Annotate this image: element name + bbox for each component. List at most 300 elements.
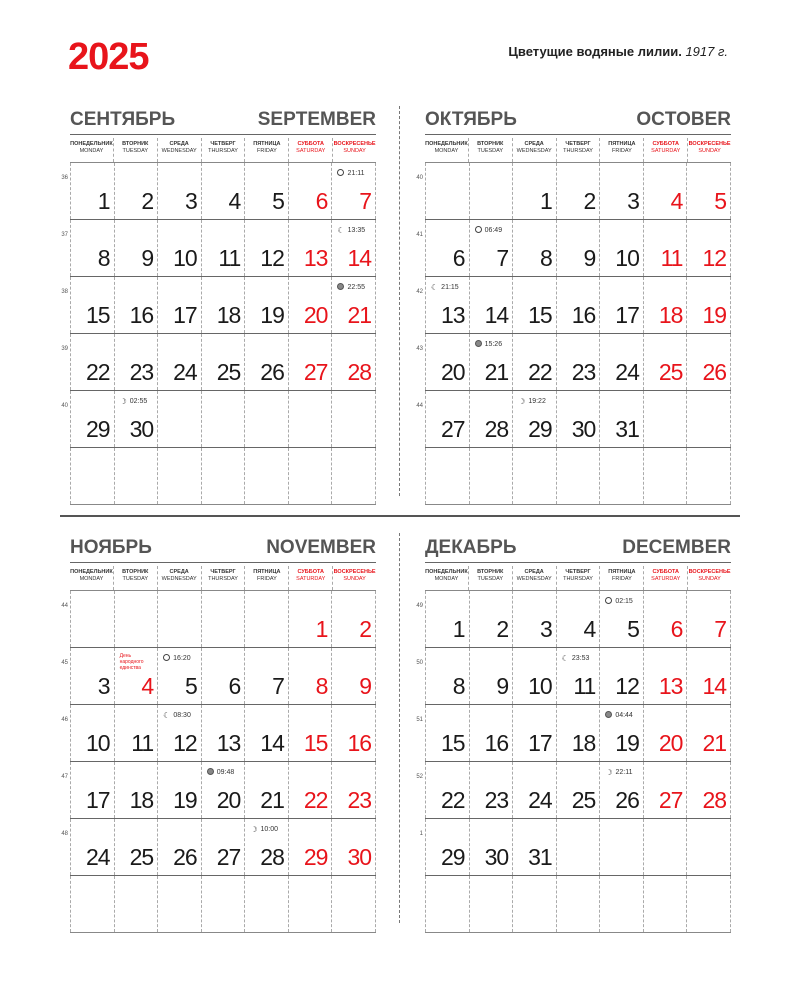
day-cell[interactable]: [289, 819, 333, 875]
day-cell[interactable]: [245, 163, 289, 219]
day-number: 12: [173, 730, 197, 756]
day-cell[interactable]: [158, 762, 202, 818]
day-number: 11: [131, 730, 154, 756]
day-cell[interactable]: [425, 277, 470, 333]
day-cell[interactable]: [425, 334, 470, 390]
day-cell[interactable]: [470, 220, 514, 276]
day-number: 9: [359, 673, 372, 699]
weekday-header: [557, 566, 601, 590]
week-number: 1: [419, 831, 423, 837]
weekday-header: [333, 566, 376, 590]
day-cell[interactable]: [115, 220, 159, 276]
day-cell: [644, 876, 688, 932]
day-cell[interactable]: [245, 762, 289, 818]
day-cell[interactable]: [245, 277, 289, 333]
day-cell[interactable]: [425, 705, 470, 761]
day-cell[interactable]: [513, 648, 557, 704]
day-cell[interactable]: [245, 220, 289, 276]
weekday-header: [513, 138, 557, 162]
day-number: 4: [670, 188, 683, 214]
day-cell[interactable]: [513, 277, 557, 333]
weekday-header-row: [425, 138, 731, 163]
day-cell[interactable]: [70, 819, 115, 875]
last-quarter-moon-icon: ☾: [431, 283, 439, 292]
week-number: 38: [61, 289, 68, 295]
weekday-name-ru: ВТОРНИК: [477, 569, 504, 575]
day-cell: [70, 448, 115, 504]
week-row: [70, 448, 376, 505]
day-number: 25: [658, 359, 683, 385]
day-cell: [70, 876, 115, 932]
day-cell[interactable]: [600, 762, 644, 818]
day-number: 7: [714, 616, 727, 642]
year-title: 2025: [68, 36, 149, 78]
day-cell[interactable]: [332, 591, 376, 647]
day-cell[interactable]: [644, 591, 688, 647]
day-cell[interactable]: [513, 819, 557, 875]
day-number: 17: [528, 730, 552, 756]
day-cell[interactable]: [687, 277, 731, 333]
day-cell[interactable]: [202, 220, 246, 276]
week-number: 37: [61, 232, 68, 238]
day-cell[interactable]: [470, 819, 514, 875]
day-cell[interactable]: [289, 163, 333, 219]
month-name-en: OCTOBER: [636, 109, 731, 130]
caption-text: Цветущие водяные лилии.: [508, 44, 682, 59]
day-cell[interactable]: [644, 163, 688, 219]
day-number: 18: [571, 730, 596, 756]
day-cell[interactable]: [513, 163, 557, 219]
day-cell: [202, 876, 246, 932]
day-number: 23: [129, 359, 154, 385]
day-number: 15: [440, 730, 465, 756]
day-cell[interactable]: [332, 762, 376, 818]
weekday-name-en: SUNDAY: [698, 576, 721, 582]
day-cell: [245, 591, 289, 647]
moon-phase: [605, 711, 633, 720]
day-number: 8: [315, 673, 328, 699]
moon-phase-time: 22:55: [347, 284, 365, 291]
day-number: 25: [216, 359, 241, 385]
day-cell[interactable]: [644, 334, 688, 390]
day-number: 18: [216, 302, 241, 328]
day-cell[interactable]: [513, 220, 557, 276]
moon-phase-time: 02:15: [615, 598, 633, 605]
day-number: 13: [216, 730, 241, 756]
vertical-separator-top: [399, 106, 400, 496]
day-cell[interactable]: [470, 762, 514, 818]
day-cell[interactable]: [332, 163, 376, 219]
day-cell[interactable]: [425, 819, 470, 875]
day-cell[interactable]: [332, 819, 376, 875]
day-cell[interactable]: [202, 334, 246, 390]
day-number: 28: [347, 359, 372, 385]
moon-phase-time: 21:11: [347, 170, 365, 177]
day-cell[interactable]: [202, 277, 246, 333]
day-cell[interactable]: [557, 334, 601, 390]
first-quarter-moon-icon: ☽: [518, 397, 526, 406]
day-cell[interactable]: [687, 762, 731, 818]
day-cell[interactable]: [513, 334, 557, 390]
week-row: [416, 334, 731, 391]
day-cell[interactable]: [644, 762, 688, 818]
day-number: 30: [571, 416, 596, 442]
day-cell: [513, 448, 557, 504]
day-number: 15: [528, 302, 552, 328]
day-cell[interactable]: [557, 220, 601, 276]
day-number: 27: [658, 787, 683, 813]
day-cell[interactable]: [289, 705, 333, 761]
new-moon-icon: [475, 226, 482, 233]
day-cell: [245, 391, 289, 447]
day-cell[interactable]: [425, 220, 470, 276]
day-number: 24: [85, 844, 110, 870]
day-number: 9: [141, 245, 154, 271]
day-number: 9: [496, 673, 509, 699]
day-cell[interactable]: [115, 762, 159, 818]
day-cell[interactable]: [600, 591, 644, 647]
day-cell[interactable]: [158, 220, 202, 276]
month-november: [61, 536, 376, 933]
day-cell[interactable]: [332, 220, 376, 276]
day-cell[interactable]: [513, 705, 557, 761]
week-row: [61, 277, 376, 334]
day-cell[interactable]: [202, 648, 246, 704]
day-cell[interactable]: [245, 648, 289, 704]
day-cell[interactable]: [600, 391, 644, 447]
week-row: [416, 591, 731, 648]
day-number: 24: [528, 787, 552, 813]
day-number: 14: [260, 730, 284, 756]
day-cell: [644, 819, 688, 875]
day-cell[interactable]: [289, 220, 333, 276]
week-number: 41: [416, 232, 423, 238]
day-cell[interactable]: [289, 591, 333, 647]
day-cell: [687, 391, 731, 447]
day-cell[interactable]: [115, 277, 159, 333]
day-number: 18: [658, 302, 683, 328]
day-number: 24: [615, 359, 639, 385]
day-cell[interactable]: [687, 591, 731, 647]
day-cell[interactable]: [425, 648, 470, 704]
month-name-en: NOVEMBER: [266, 537, 376, 558]
day-number: 22: [528, 359, 552, 385]
weekday-header-row: [425, 566, 731, 591]
day-cell[interactable]: [425, 591, 470, 647]
day-cell[interactable]: [158, 334, 202, 390]
weekday-name-en: WEDNESDAY: [161, 148, 197, 154]
day-number: 5: [272, 188, 284, 214]
day-cell[interactable]: [644, 648, 688, 704]
day-cell[interactable]: [644, 705, 688, 761]
day-cell[interactable]: [332, 705, 376, 761]
day-number: 10: [528, 673, 552, 699]
day-cell[interactable]: [557, 591, 601, 647]
day-cell: [425, 876, 470, 932]
day-cell[interactable]: [70, 277, 115, 333]
week-row: [61, 648, 376, 705]
day-number: 9: [583, 245, 596, 271]
day-number: 15: [85, 302, 110, 328]
day-number: 21: [702, 730, 727, 756]
weekday-name-ru: ВТОРНИК: [122, 141, 149, 147]
day-number: 30: [484, 844, 509, 870]
day-number: 25: [571, 787, 596, 813]
image-caption: [508, 44, 728, 59]
week-number: 40: [416, 175, 423, 181]
day-cell[interactable]: [687, 163, 731, 219]
day-cell[interactable]: [115, 705, 159, 761]
day-cell: [115, 591, 159, 647]
day-cell[interactable]: [644, 277, 688, 333]
moon-phase-time: 02:55: [129, 398, 148, 405]
day-cell[interactable]: [202, 163, 246, 219]
day-cell[interactable]: [332, 334, 376, 390]
day-cell[interactable]: [332, 648, 376, 704]
day-number: 16: [484, 730, 509, 756]
day-cell[interactable]: [600, 648, 644, 704]
weekday-header: [333, 138, 376, 162]
day-cell[interactable]: [202, 762, 246, 818]
day-cell: [513, 876, 557, 932]
weekday-name-ru: СУББОТА: [652, 569, 679, 575]
weekday-name-en: TUESDAY: [122, 148, 149, 154]
day-cell[interactable]: [513, 391, 557, 447]
day-number: 21: [484, 359, 509, 385]
day-cell[interactable]: [115, 648, 159, 704]
day-cell[interactable]: [557, 705, 601, 761]
week-row: [61, 705, 376, 762]
day-cell: [644, 391, 688, 447]
day-cell[interactable]: [513, 762, 557, 818]
day-cell[interactable]: [158, 705, 202, 761]
day-cell[interactable]: [115, 819, 159, 875]
week-number: 50: [416, 660, 423, 666]
day-cell[interactable]: [470, 591, 514, 647]
day-cell[interactable]: [70, 762, 115, 818]
weekday-name-en: MONDAY: [434, 576, 459, 582]
day-cell: [600, 876, 644, 932]
day-cell[interactable]: [245, 819, 289, 875]
day-cell[interactable]: [202, 819, 246, 875]
day-cell: [687, 819, 731, 875]
day-cell[interactable]: [687, 705, 731, 761]
day-cell[interactable]: [557, 391, 601, 447]
day-number: 5: [627, 616, 639, 642]
day-number: 28: [484, 416, 509, 442]
day-cell[interactable]: [158, 277, 202, 333]
day-number: 4: [228, 188, 241, 214]
day-cell[interactable]: [70, 391, 115, 447]
day-cell[interactable]: [70, 705, 115, 761]
day-cell[interactable]: [687, 648, 731, 704]
day-number: 20: [216, 787, 241, 813]
day-number: 29: [85, 416, 110, 442]
weekday-header: [688, 566, 731, 590]
week-row: [416, 705, 731, 762]
day-cell: [470, 163, 514, 219]
week-number: 52: [416, 774, 423, 780]
day-cell[interactable]: [158, 163, 202, 219]
weekday-name-en: TUESDAY: [122, 576, 149, 582]
last-quarter-moon-icon: ☾: [337, 226, 345, 235]
weekday-header: [70, 138, 114, 162]
vertical-separator-bottom: [399, 533, 400, 923]
day-cell[interactable]: [245, 705, 289, 761]
week-row: [61, 220, 376, 277]
month-header: [425, 536, 731, 566]
day-cell[interactable]: [115, 163, 159, 219]
first-quarter-moon-icon: ☽: [250, 825, 258, 834]
day-cell[interactable]: [470, 334, 514, 390]
last-quarter-moon-icon: ☾: [163, 711, 171, 720]
day-cell[interactable]: [332, 277, 376, 333]
month-name-ru: НОЯБРЬ: [70, 537, 152, 558]
day-cell[interactable]: [70, 220, 115, 276]
day-cell[interactable]: [289, 762, 333, 818]
weekday-header-row: [70, 138, 376, 163]
day-cell[interactable]: [158, 819, 202, 875]
day-cell[interactable]: [289, 277, 333, 333]
weekday-name-en: WEDNESDAY: [516, 576, 552, 582]
day-number: 20: [440, 359, 465, 385]
day-number: 11: [218, 245, 241, 271]
day-cell[interactable]: [70, 163, 115, 219]
day-cell[interactable]: [557, 648, 601, 704]
day-number: 23: [571, 359, 596, 385]
day-cell[interactable]: [425, 762, 470, 818]
week-number: 44: [61, 603, 68, 609]
full-moon-icon: [337, 283, 344, 290]
weekday-name-en: THURSDAY: [208, 576, 238, 582]
day-cell[interactable]: [70, 334, 115, 390]
day-number: 24: [173, 359, 197, 385]
weekday-name-ru: СУББОТА: [652, 141, 679, 147]
day-cell: [600, 819, 644, 875]
moon-phase: [120, 397, 148, 406]
weekday-name-en: WEDNESDAY: [516, 148, 552, 154]
new-moon-icon: [337, 169, 344, 176]
day-cell[interactable]: [557, 762, 601, 818]
day-number: 23: [484, 787, 509, 813]
weekday-name-en: FRIDAY: [256, 148, 277, 154]
weekday-name-en: MONDAY: [79, 148, 104, 154]
day-cell[interactable]: [600, 220, 644, 276]
moon-phase-time: 09:48: [216, 769, 235, 776]
day-cell[interactable]: [70, 648, 115, 704]
day-number: 19: [260, 302, 284, 328]
weekday-name-ru: ВОСКРЕСЕНЬЕ: [333, 569, 376, 575]
weekday-header: [600, 566, 644, 590]
moon-phase-time: 22:11: [615, 769, 633, 776]
day-number: 3: [539, 616, 552, 642]
weekday-name-en: SUNDAY: [343, 148, 366, 154]
day-number: 29: [303, 844, 328, 870]
day-number: 4: [141, 673, 154, 699]
week-row: [61, 391, 376, 448]
day-cell: [332, 448, 376, 504]
day-cell[interactable]: [600, 334, 644, 390]
day-number: 6: [670, 616, 683, 642]
day-number: 12: [702, 245, 727, 271]
week-number: 48: [61, 831, 68, 837]
month-header: [70, 108, 376, 138]
day-number: 13: [658, 673, 683, 699]
weekday-name-ru: ПЯТНИЦА: [608, 569, 636, 575]
day-cell: [202, 391, 246, 447]
day-cell[interactable]: [425, 391, 470, 447]
weekday-name-ru: ЧЕТВЕРГ: [565, 141, 591, 147]
weekday-name-ru: ПОНЕДЕЛЬНИК: [425, 569, 468, 575]
week-number: 45: [61, 660, 68, 666]
day-number: 20: [658, 730, 683, 756]
day-cell[interactable]: [600, 705, 644, 761]
day-cell: [289, 876, 333, 932]
day-cell: [332, 876, 376, 932]
day-cell[interactable]: [289, 648, 333, 704]
weekday-name-en: FRIDAY: [611, 148, 632, 154]
day-cell[interactable]: [470, 705, 514, 761]
day-cell[interactable]: [289, 334, 333, 390]
week-row: [61, 762, 376, 819]
day-cell: [470, 448, 514, 504]
weekday-header: [158, 138, 202, 162]
day-number: 2: [496, 616, 509, 642]
weekday-header: [202, 566, 246, 590]
weekday-name-en: SATURDAY: [296, 148, 326, 154]
day-cell[interactable]: [115, 334, 159, 390]
day-cell[interactable]: [158, 648, 202, 704]
day-cell[interactable]: [644, 220, 688, 276]
weekday-name-en: THURSDAY: [563, 576, 593, 582]
day-cell[interactable]: [470, 277, 514, 333]
weekday-header: [202, 138, 246, 162]
weekday-header: [469, 566, 513, 590]
day-number: 14: [702, 673, 727, 699]
day-cell[interactable]: [557, 277, 601, 333]
weekday-name-en: THURSDAY: [208, 148, 238, 154]
day-cell[interactable]: [115, 391, 159, 447]
day-number: 21: [347, 302, 372, 328]
day-cell: [245, 876, 289, 932]
day-cell[interactable]: [687, 220, 731, 276]
weekday-header: [425, 138, 469, 162]
day-number: 10: [85, 730, 110, 756]
day-number: 6: [315, 188, 328, 214]
day-cell[interactable]: [687, 334, 731, 390]
day-cell[interactable]: [600, 163, 644, 219]
day-cell[interactable]: [245, 334, 289, 390]
day-cell[interactable]: [513, 591, 557, 647]
moon-phase-time: 04:44: [615, 712, 633, 719]
moon-phase: [475, 226, 503, 235]
day-cell: [425, 163, 470, 219]
week-row: [70, 876, 376, 933]
day-cell[interactable]: [600, 277, 644, 333]
day-number: 19: [173, 787, 197, 813]
month-header-rule: [425, 562, 731, 563]
day-cell[interactable]: [557, 163, 601, 219]
weekday-name-ru: СУББОТА: [297, 141, 324, 147]
day-cell[interactable]: [470, 391, 514, 447]
week-row: [61, 591, 376, 648]
day-number: 12: [615, 673, 639, 699]
day-cell[interactable]: [470, 648, 514, 704]
weekday-name-ru: ВОСКРЕСЕНЬЕ: [688, 569, 731, 575]
day-number: 21: [260, 787, 284, 813]
day-cell[interactable]: [202, 705, 246, 761]
weekday-name-ru: ВОСКРЕСЕНЬЕ: [333, 141, 376, 147]
